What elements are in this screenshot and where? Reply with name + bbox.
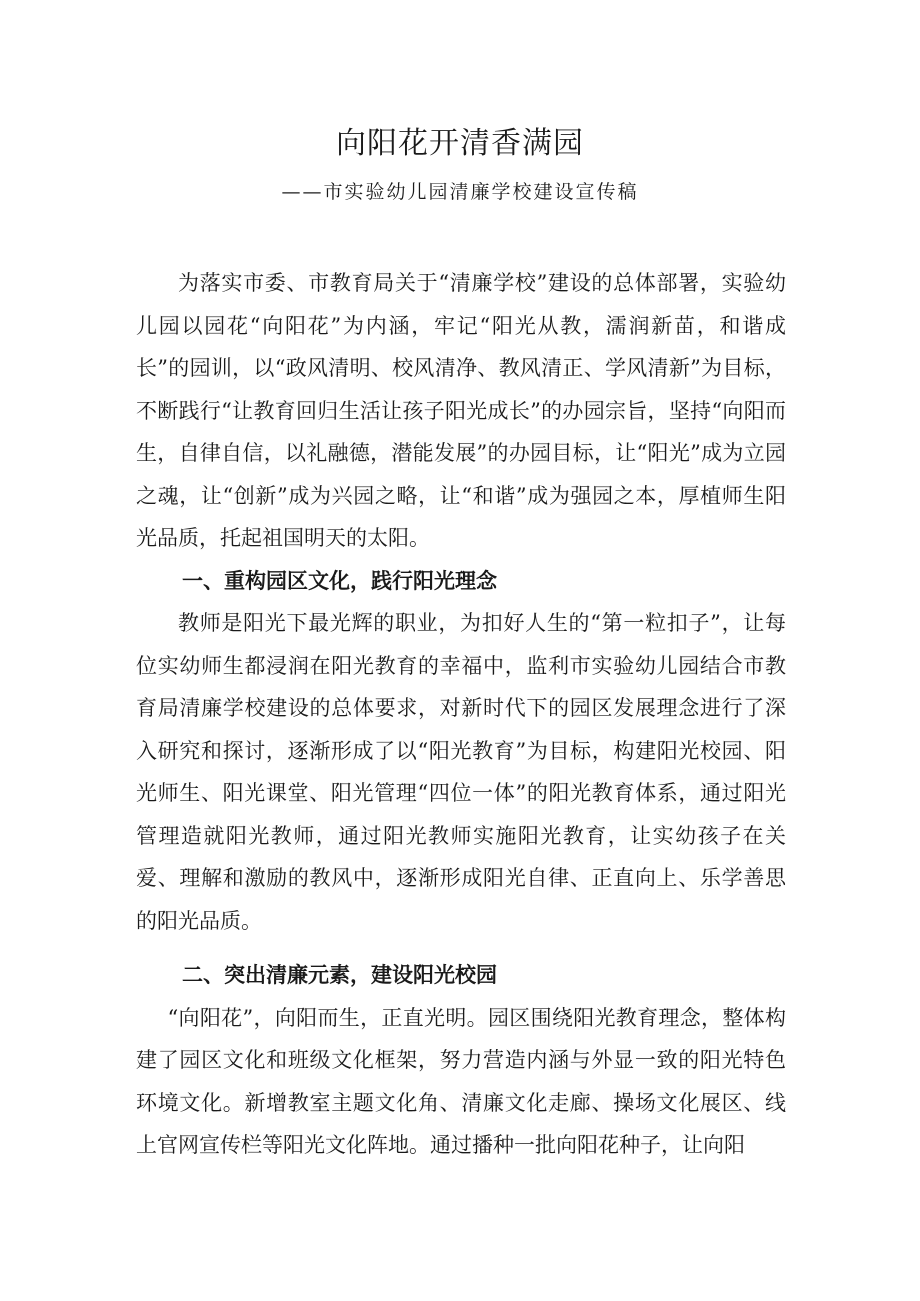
section-paragraph-1: 教师是阳光下最光辉的职业，为扣好人生的“第一粒扣子”，让每位实幼师生都浸润在阳光教育的幸福中，监利市实验幼儿园结合市教育局清廉学校建设的总体要求，对新时代下的园区发展理念进行了深入研究和探讨，逐渐形成了以“阳光教育”为目标，构建阳光校园、阳光师生、阳光课堂、阳光管理“四位一体”的阳光教育体系，通过阳光管理造就阳光教师，通过阳光教师实施阳光教育，让实幼孩子在关爱、理解和激励的教风中，逐渐形成阳光自律、正直向上、乐学善思的阳光品质。 <box>136 611 786 933</box>
section-paragraph-2: “向阳花”，向阳而生，正直光明。园区围绕阳光教育理念，整体构建了园区文化和班级文化框架，努力营造内涵与外显一致的阳光特色环境文化。新增教室主题文化角、清廉文化走廊、操场文化展区、线上官网宣传栏等阳光文化阵地。通过播种一批向阳花种子，让向阳 <box>136 1005 786 1157</box>
section-spacer <box>136 942 786 954</box>
section-heading-2: 二、突出清廉元素，建设阳光校园 <box>182 963 497 987</box>
document-subtitle: ——市实验幼儿园清廉学校建设宣传稿 <box>281 181 639 203</box>
document-body <box>136 262 786 1167</box>
intro-paragraph: 为落实市委、市教育局关于“清廉学校”建设的总体部署，实验幼儿园以园花“向阳花”为内涵，牢记“阳光从教，濡润新苗，和谐成长”的园训，以“政风清明、校风清净、教风清正、学风清新”为目标，不断践行“让教育回归生活让孩子阳光成长”的办园宗旨，坚持“向阳而生，自律自信，以礼融德，潜能发展”的办园目标，让“阳光”成为立园之魂，让“创新”成为兴园之略，让“和谐”成为强园之本，厚植师生阳光品质，托起祖国明天的太阳。 <box>136 271 786 550</box>
section-heading-1: 一、重构园区文化，践行阳光理念 <box>182 568 497 593</box>
document-title: 向阳花开清香满园 <box>336 126 584 161</box>
